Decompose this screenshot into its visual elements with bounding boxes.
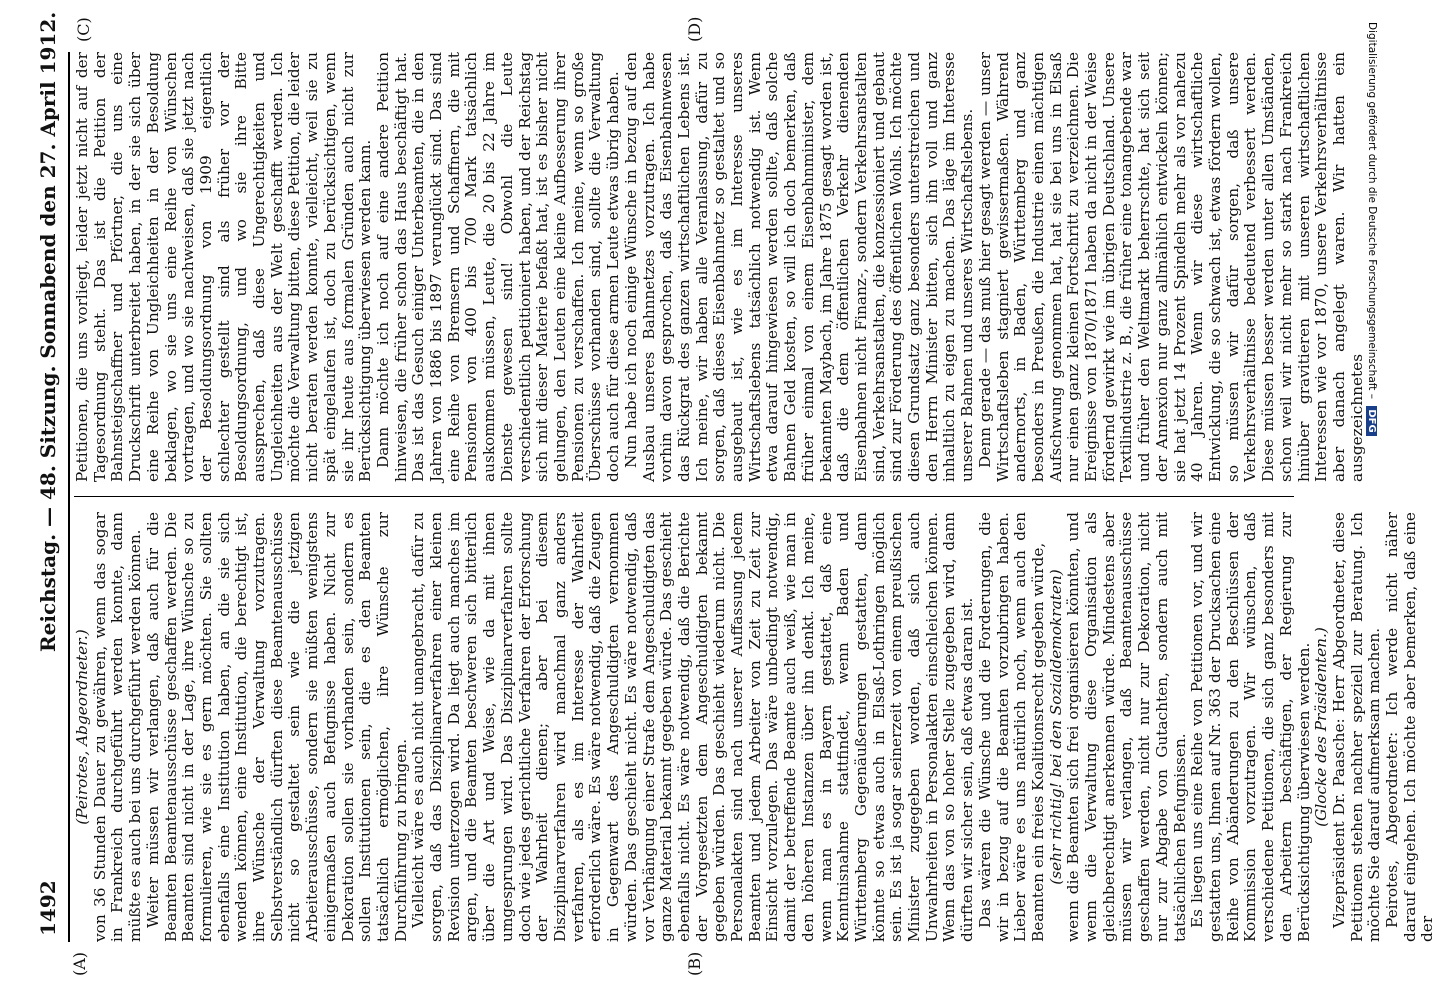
digitization-credit: [1366, 22, 1378, 992]
paragraph: Es liegen uns eine Reihe von Petitionen vor, und wir gestatten uns, Ihnen auf Nr. 363 der Drucksachen eine Reihe von Abänderungen zu den Beschlüssen der Kommission vorzutragen. Wir wünschen, daß verschiedene Petitionen, die sich ganz besonders mit den Arbeitern beschäftigen, der Regierung zur Berücksichtigung überwiesen werden.: [1188, 512, 1313, 942]
paragraph: Nun habe ich noch einige Wünsche in bezug auf den Ausbau unseres Bahnnetzes vorzutragen. Ich habe vorhin davon gesprochen, daß das Eisenbahnwesen das Rückgrat des ganzen wirtschaftlichen Lebens ist. Ich meine, wir haben alle Veranlassung, dafür zu sorgen, daß dieses Eisenbahnnetz so gestaltet und so ausgebaut ist, wie es im Interesse unseres Wirtschaftslebens tatsächlich notwendig ist. Wenn etwa darauf hingewiesen werden sollte, daß solche Bahnen Geld kosten, so will ich doch bemerken, daß früher einmal von einem Eisenbahnminister, dem bekannten Maybach, im Jahre 1875 gesagt worden ist, daß die dem öffentlichen Verkehr dienenden Eisenbahnen nicht Finanz-, sondern Verkehrsanstalten sind, Verkehrsanstalten, die konzessioniert und gebaut sind zur Förderung des öffentlichen Wohls. Ich möchte diesen Grundsatz ganz besonders unterstreichen und den Herrn Minister bitten, sich ihn voll und ganz inhaltlich zu eigen zu machen. Das läge im Interesse unserer Bahnen und unseres Wirtschaftslebens.: [621, 52, 977, 482]
paragraph: Weiter müssen wir verlangen, daß auch für die Beamten Beamtenausschüsse geschaffen werden. Die Beamten sind nicht in der Lage, ihre Wünsche so zu formulieren, wie sie es gern möchten. Sie sollten ebenfalls eine Institution haben, an die sie sich wenden können, eine Institution, die berechtigt ist, ihre Wünsche der Verwaltung vorzutragen. Selbstverständlich dürften diese Beamtenausschüsse nicht so gestaltet sein wie die jetzigen Arbeiterausschüsse, sondern sie müßten wenigstens einigermaßen auch Befugnisse haben. Nicht zur Dekoration sollen sie vorhanden sein, sondern es sollen Institutionen sein, die es den Beamten tatsächlich ermöglichen, ihre Wünsche zur Durchführung zu bringen.: [143, 512, 410, 942]
paragraph: Petitionen, die uns vorliegt, leider jetzt nicht auf der Tagesordnung steht. Das ist die Petition der Bahnsteigschaffner und Pförtner, die uns eine Druckschrift unterbreitet haben, in der sie sich über eine Reihe von Ungleichheiten in der Besoldung beklagen, wo sie uns eine Reihe von Wünschen vortragen, und wo sie nachweisen, daß sie jetzt nach der Besoldungsordnung von 1909 eigentlich schlechter gestellt sind als früher vor der Besoldungsordnung, und wo sie ihre Bitte aussprechen, daß diese Ungerechtigkeiten und Ungleichheiten aus der Welt geschafft werden. Ich möchte die Verwaltung bitten, diese Petition, die leider nicht beraten werden konnte, vielleicht, weil sie zu spät eingelaufen ist, doch zu berücksichtigen, wenn sie ihr heute aus formalen Gründen auch nicht zur Berücksichtigung überwiesen werden kann.: [73, 52, 375, 482]
paragraph: Das wären die Wünsche und die Forderungen, die wir in bezug auf die Beamten vorzubringen haben. Lieber wäre es uns natürlich noch, wenn auch den Beamten ein freies Koalitionsrecht gegeben würde,: [975, 512, 1047, 942]
dfg-logo: DFG: [1366, 406, 1377, 435]
margin-mark-b: (B): [685, 951, 704, 976]
credit-text: Digitalisierung gefördert durch die Deutsche Forschungsgemeinschaft –: [1366, 22, 1378, 399]
column-divider: [74, 496, 1294, 497]
page-number: 1492: [36, 880, 60, 936]
interjection: (Glocke des Präsidenten.): [1312, 627, 1331, 827]
header-rule: [68, 52, 70, 942]
running-title: Reichstag. — 48. Sitzung. Sonnabend den 27. April 1912.: [36, 11, 60, 652]
paragraph: Denn gerade — das muß hier gesagt werden — unser Wirtschaftsleben stagniert gewissermaßen. Während andernorts, in Baden, Württemberg und ganz besonders in Preußen, die Industrie einen mächtigen Aufschwung genommen hat, hat sie bei uns in Elsaß nur einen ganz kleinen Fortschritt zu verzeichnen. Die Ereignisse von 1870/1871 haben da nicht in der Weise fördernd gewirkt wie im übrigen Deutschland. Unsere Textilindustrie z. B., die früher eine tonangebende war und früher den Weltmarkt beherrschte, hat sich seit der Annexion nur ganz allmählich entwickeln können; sie hat jetzt 14 Prozent Spindeln mehr als vor nahezu 40 Jahren. Wenn wir diese wirtschaftliche Entwicklung, die so schwach ist, etwas fördern wollen, so müssen wir dafür sorgen, daß unsere Verkehrsverhältnisse bedeutend verbessert werden. Diese müssen besser werden unter allen Umständen, schon weil wir nicht mehr so stark nach Frankreich hinüber gravitieren mit unseren wirtschaftlichen Interessen wie vor 1870, unsere Verkehrsverhältnisse aber danach angelegt waren. Wir hatten ein ausgezeichnetes: [975, 52, 1366, 482]
margin-mark-a: (A): [70, 951, 89, 976]
interjection: (sehr richtig! bei den Sozialdemokraten): [1046, 569, 1065, 885]
margin-mark-d: (D): [685, 16, 704, 42]
right-column: [73, 52, 1366, 482]
paragraph: Peirotes, Abgeordneter: Ich werde nicht näher darauf eingehen. Ich möchte aber bemerken, daß eine der: [1383, 512, 1437, 942]
paragraph: Vielleicht wäre es auch nicht unangebracht, dafür zu sorgen, daß das Disziplinarverfahren einer kleinen Revision unterzogen wird. Da liegt auch manches im argen, und die Beamten beschweren sich bitterlich über die Art und Weise, wie da mit ihnen umgesprungen wird. Das Disziplinarverfahren sollte doch wie jedes gerichtliche Verfahren der Erforschung der Wahrheit dienen; aber bei diesem Disziplinarverfahren wird manchmal ganz anders verfahren, als es im Interesse der Wahrheit erforderlich wäre. Es wäre notwendig, daß die Zeugen in Gegenwart des Angeschuldigten vernommen würden. Das geschieht nicht. Es wäre notwendig, daß vor Verhängung einer Strafe dem Angeschuldigten das ganze Material bekannt gegeben würde. Das geschieht ebenfalls nicht. Es wäre notwendig, daß die Berichte der Vorgesetzten dem Angeschuldigten bekannt gegeben würden. Das geschieht wiederum nicht. Die Personalakten sind nach unserer Auffassung jedem Beamten und jedem Arbeiter von Zeit zu Zeit zur Einsicht vorzulegen. Das wäre unbedingt notwendig, damit der betreffende Beamte auch weiß, wie man in den höheren Instanzen über ihn denkt. Ich meine, wenn man es in Bayern gestattet, daß eine Kenntnisnahme stattfindet, wenn Baden und Württemberg Gegenäußerungen gestatten, dann könnte so etwas auch in Elsaß-Lothringen möglich sein. Es ist ja sogar seinerzeit von einem preußischen Minister zugegeben worden, daß sich auch Unwahrheiten in Personalakten einschleichen können. Wenn das von so hoher Stelle zugegeben wird, dann dürften wir sicher sein, daß etwas daran ist.: [409, 512, 977, 942]
margin-mark-c: (C): [74, 17, 93, 42]
paragraph: wenn die Beamten sich frei organisieren könnten, und wenn die Verwaltung diese Organisation als gleichberechtigt anerkennen würde. Mindestens aber müssen wir verlangen, daß Beamtenausschüsse geschaffen werden, nicht nur zur Dekoration, nicht nur zur Abgabe von Gutachten, sondern auch mit tatsächlichen Befugnissen.: [1064, 512, 1189, 942]
paragraph: Dann möchte ich noch auf eine andere Petition hinweisen, die früher schon das Haus beschäftigt hat. Das ist das Gesuch einiger Unterbeamten, die in den Jahren von 1886 bis 1897 verunglückt sind. Das sind eine Reihe von Bremsern und Schaffnern, die mit Pensionen von 400 bis 700 Mark tatsächlich auskommen müssen, Leute, die 20 bis 22 Jahre im Dienste gewesen sind! Obwohl die Leute verschiedentlich petitioniert haben, und der Reichstag sich mit dieser Materie befaßt hat, ist es bisher nicht gelungen, den Leuten eine kleine Aufbesserung ihrer Pensionen zu verschaffen. Ich meine, wenn so große Überschüsse vorhanden sind, sollte die Verwaltung doch auch für diese armen Leute etwas übrig haben.: [373, 52, 623, 482]
paragraph: Vizepräsident Dr. Paasche: Herr Abgeordneter, diese Petitionen stehen nachher speziell zur Beratung. Ich möchte Sie darauf aufmerksam machen.: [1329, 512, 1384, 942]
left-column: [73, 512, 1437, 942]
page-header: [30, 11, 64, 942]
speaker-note: (Peirotes, Abgeordneter.): [73, 629, 91, 825]
paragraph: von 36 Stunden Dauer zu gewähren, wenn das sogar in Frankreich durchgeführt werden konnte, dann müßte es auch bei uns durchgeführt werden können.: [90, 512, 145, 942]
